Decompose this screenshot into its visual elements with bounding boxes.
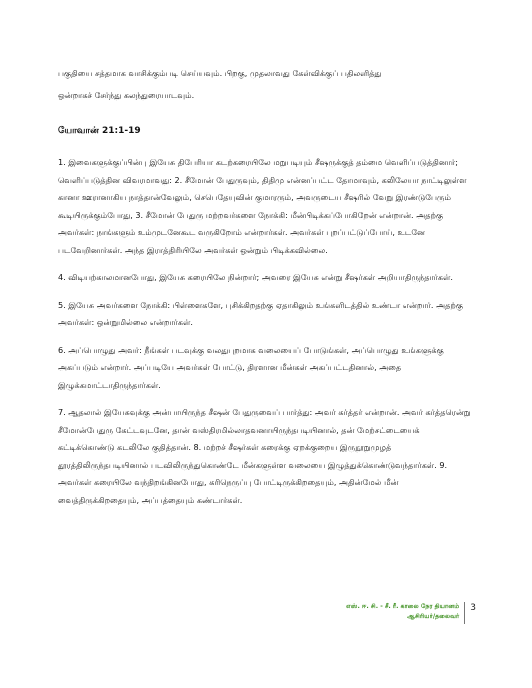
page-number: 3	[470, 603, 476, 613]
scripture-reference-heading: யோவான் 21:1-19	[58, 126, 141, 136]
scripture-paragraph: 6. அப்பொழுது அவர்: நீங்கள் படவுக்கு வலதுபுறமாக வலையைப் போடுங்கள், அப்பொழுது உங்களுக்கு அகப்படும் என்றார். அப்படியே அவர்கள் போட்டு, திரளான மீன்கள் அகப்பட்டதினால், அதை இழுக்கமாட்டாதிருந்தார்கள்.	[58, 344, 444, 390]
footer-title	[346, 602, 459, 622]
footer-subtitle-line: ஆசிரியர்/தலைவர்	[407, 613, 460, 620]
page-footer	[346, 602, 476, 624]
scripture-paragraph: 4. விடியற்காலமானபோது, இயேசு கரையிலே நின்றார்; அவரை இயேசு என்று சீஷர்கள் அறியாதிருந்தார்கள்.	[58, 272, 453, 282]
intro-line: ஒன்றாகச் சேர்ந்து கலந்துரையாடவும்.	[58, 90, 195, 100]
intro-text	[58, 62, 478, 106]
scripture-paragraph: 5. இயேசு அவர்களை நோக்கி: பிள்ளைகளே, புசிக்கிறதற்கு ஏதாகிலும் உங்களிடத்தில் உண்டா என்றார். அதற்கு அவர்கள்: ஒன்றுமில்லை என்றார்கள்.	[58, 299, 463, 327]
footer-divider	[464, 602, 465, 624]
scripture-paragraph: 1. இவைகளுக்குப்பின்பு இயேசு திபேரியா கடற்கரையிலே மறுபடியும் சீஷருக்குத் தம்மை வெளிப்படுத்தினார்; வெளிப்படுத்தின விவரமாவது: 2. சீமோன் பேதுருவும், திதிமு என்னப்பட்ட தோமாவும், கலிலேயா நாட்டிலுள்ள கானா ஊரானாகிய நாத்தான்வேலும், செபெதேயுவின் குமாரரும், அவருடைய சீஷரில் வேறு இரண்டுபேரும் கூடியிருக்கும்போது, 3. சீமோன் பேதுரு மற்றவர்களை நோக்கி: மீன்பிடிக்கப்போகிறேன் என்றான். அதற்கு அவர்கள்: நாங்களும் உம்முடனேகூட வருகிறோம் என்றார்கள். அவர்கள் புறப்பட்டுப்போய், உடனே படவேறினார்கள். அந்த இராத்திரியிலே அவர்கள் ஒன்றும் பிடிக்கவில்லை.	[58, 157, 467, 255]
footer-title-line: எஸ். ஈ. சி. - சீ. ரீ. காலை நேர தியானம்	[346, 603, 460, 610]
scripture-paragraph: 7. ஆதலால் இயேசுவுக்கு அன்பாயிருந்த சீஷன் பேதுருவைப் பார்த்து: அவர் கர்த்தர் என்றான். அவர் கர்த்தரென்று சீமோன்பேதுரு கேட்டவுடனே, தான் வஸ்திரமில்லாதவனாயிருந்தபடியினால், தன் மேற்சட்டையைக் கட்டிக்கொண்டு கடலிலே குதித்தான். 8. மற்றச் சீஷர்கள் கரைக்கு ஏறக்குறைய இருநூறுமுழத் தூரத்திலிருந்தபடியினால் படவிலிருந்துகொண்டே மீன்களுள்ள வலையை இழுத்துக்கொண்டுவந்தார்கள். 9. அவர்கள் கரையிலே வந்திறங்கினபோது, கரிநெருப்பு போட்டிருக்கிறதையும், அதின்மேல் மீன் வைத்திருக்கிறதையும், அப்பத்தையும் கண்டார்கள்.	[58, 407, 471, 505]
scripture-body	[58, 154, 478, 519]
intro-line: பகுதியை சத்தமாக வாசிக்கும்படி செய்யவும். பிறகு, முதலாவது கேள்விக்குப் பதிலளித்து	[58, 68, 382, 78]
